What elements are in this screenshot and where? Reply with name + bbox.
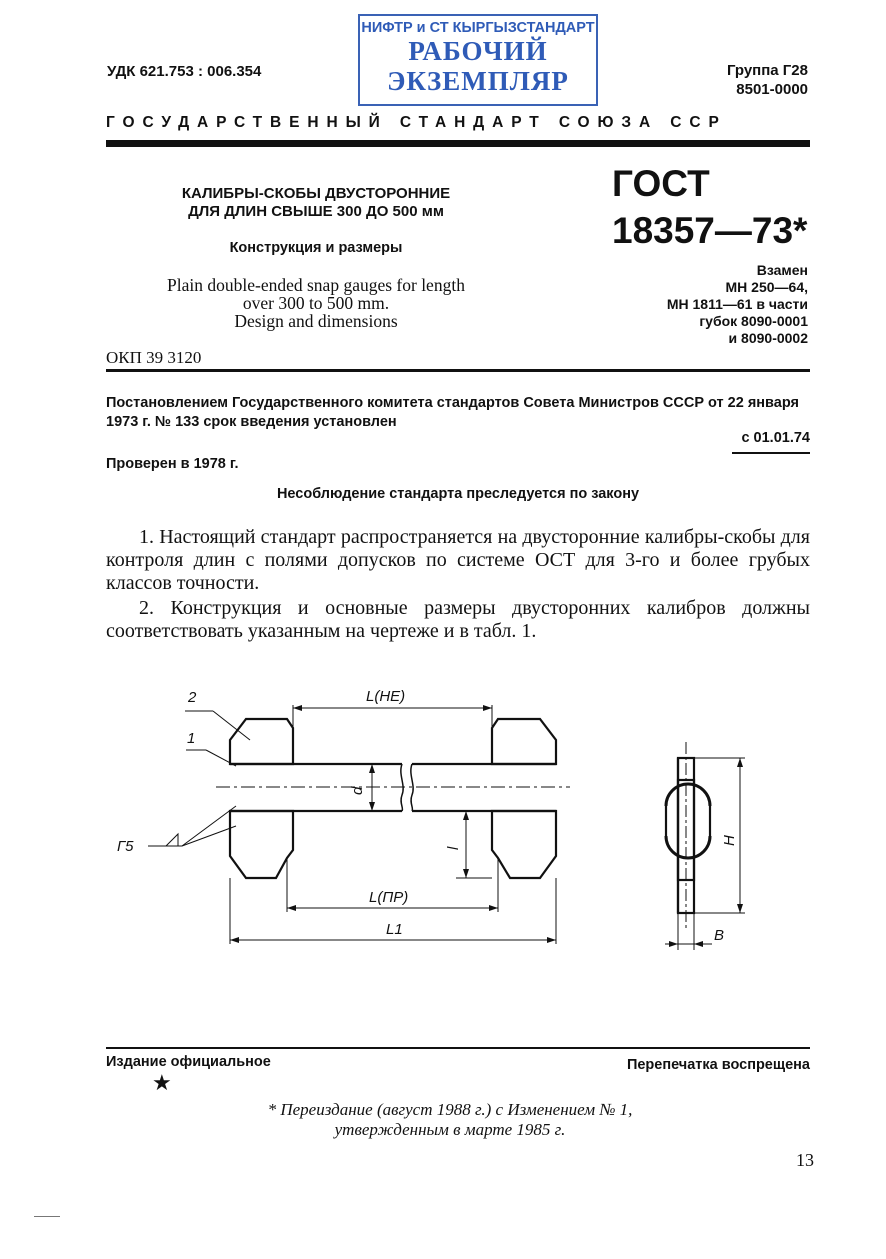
reissue-note-line-2: утвержденным в марте 1985 г. xyxy=(334,1120,566,1139)
left-jaw-bottom xyxy=(230,811,293,878)
right-jaw-bottom xyxy=(492,811,556,878)
label-b: В xyxy=(714,927,725,944)
stamp-copy: ЭКЗЕМПЛЯР xyxy=(387,66,569,96)
label-part-1: 1 xyxy=(187,730,196,747)
english-title-line-2: over 300 to 500 mm. xyxy=(242,293,390,313)
left-jaw-top xyxy=(230,719,293,764)
label-l1: L1 xyxy=(386,921,403,938)
page-number: 13 xyxy=(796,1150,814,1170)
label-roughness: Г5 xyxy=(117,838,134,855)
stamp-org: НИФТР и СТ КЫРГЫЗСТАНДАРТ xyxy=(361,20,595,36)
state-standard-heading: ГОСУДАРСТВЕННЫЙ СТАНДАРТ СОЮЗА ССР xyxy=(106,114,727,131)
replaces-line-4: губок 8090-0001 xyxy=(699,313,808,329)
english-title-line-1: Plain double-ended snap gauges for length xyxy=(167,275,465,295)
title-line-2: ДЛЯ ДЛИН СВЫШЕ 300 ДО 500 мм xyxy=(188,203,444,220)
reprint-prohibited: Перепечатка воспрещена xyxy=(626,1057,810,1073)
title-line-1: КАЛИБРЫ-СКОБЫ ДВУСТОРОННИЕ xyxy=(181,185,451,202)
side-view xyxy=(666,758,710,913)
replaces-line-5: и 8090-0002 xyxy=(728,330,808,346)
okp-code: ОКП 39 3120 xyxy=(106,348,202,367)
scan-mark xyxy=(34,1216,60,1217)
label-l-he: L(НЕ) xyxy=(366,688,406,705)
law-notice: Несоблюдение стандарта преследуется по закону xyxy=(276,486,640,502)
label-l-pr: L(ПР) xyxy=(369,889,409,906)
label-l: l xyxy=(445,846,462,850)
reissue-note xyxy=(150,1100,750,1140)
gost-code: 18357—73* xyxy=(612,210,808,251)
document-subtitle: Конструкция и размеры xyxy=(229,240,403,256)
paragraph-2: 2. Конструкция и основные размеры двусторонних калибров должны соответствовать указанным на чертеже и в табл. 1. xyxy=(106,597,810,642)
classification-code: 8501-0000 xyxy=(736,81,808,98)
stamp-working: РАБОЧИЙ xyxy=(408,36,548,66)
gost-label: ГОСТ xyxy=(612,163,710,204)
replaces-line-1: Взамен xyxy=(756,262,808,278)
replaces-line-3: МН 1811—61 в части xyxy=(666,296,808,312)
effective-date: с 01.01.74 xyxy=(741,430,810,446)
decree-text: Постановлением Государственного комитета стандартов Совета Министров СССР от 22 января 1973 г. № 133 срок введения установлен xyxy=(106,395,799,430)
label-h: Н xyxy=(721,835,738,846)
label-part-2: 2 xyxy=(188,689,197,706)
official-edition: Издание официальное xyxy=(106,1054,271,1070)
reissue-note-line-1: * Переиздание (август 1988 г.) с Изменением № 1, xyxy=(267,1100,633,1119)
paragraph-1: 1. Настоящий стандарт распространяется на двусторонние калибры-скобы для контроля длин с полями допусков по системе ОСТ для 3-го и более грубых классов точности. xyxy=(106,526,810,594)
udk-code: УДК 621.753 : 006.354 xyxy=(107,63,262,80)
replaces-line-2: МН 250—64, xyxy=(725,279,808,295)
checked-year: Проверен в 1978 г. xyxy=(106,456,239,472)
english-title-line-3: Design and dimensions xyxy=(234,311,398,331)
footer-rule xyxy=(106,1047,810,1049)
group-label: Группа Г28 xyxy=(726,62,808,79)
label-d: d xyxy=(349,786,366,795)
right-jaw-top xyxy=(492,719,556,764)
star-icon: ★ xyxy=(152,1070,172,1095)
